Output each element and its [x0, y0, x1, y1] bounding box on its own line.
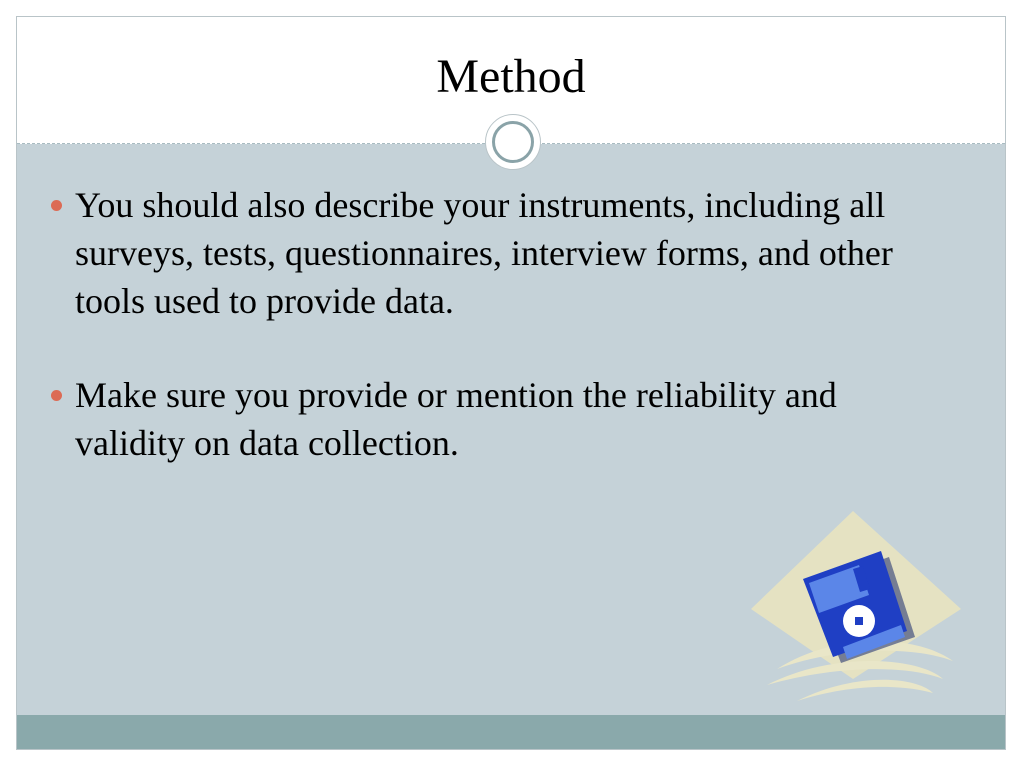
slide — [16, 16, 1006, 750]
bullet-list — [47, 181, 947, 513]
disk-hub-center — [855, 617, 863, 625]
bullet-dot-icon — [51, 390, 62, 401]
bullet-dot-icon — [51, 200, 62, 211]
bullet-item — [47, 371, 947, 467]
title-ring-ornament — [485, 114, 541, 170]
footer-band — [17, 715, 1005, 749]
title-ring-inner — [492, 121, 534, 163]
clipart-swoosh — [797, 680, 933, 701]
bullet-text: You should also describe your instruments, including all surveys, tests, questionnaires, interview forms, and other tools used to provide data. — [75, 185, 893, 321]
floppy-disk-icon — [747, 511, 967, 703]
bullet-item — [47, 181, 947, 325]
bullet-text: Make sure you provide or mention the reliability and validity on data collection. — [75, 375, 837, 463]
slide-title: Method — [436, 50, 586, 103]
